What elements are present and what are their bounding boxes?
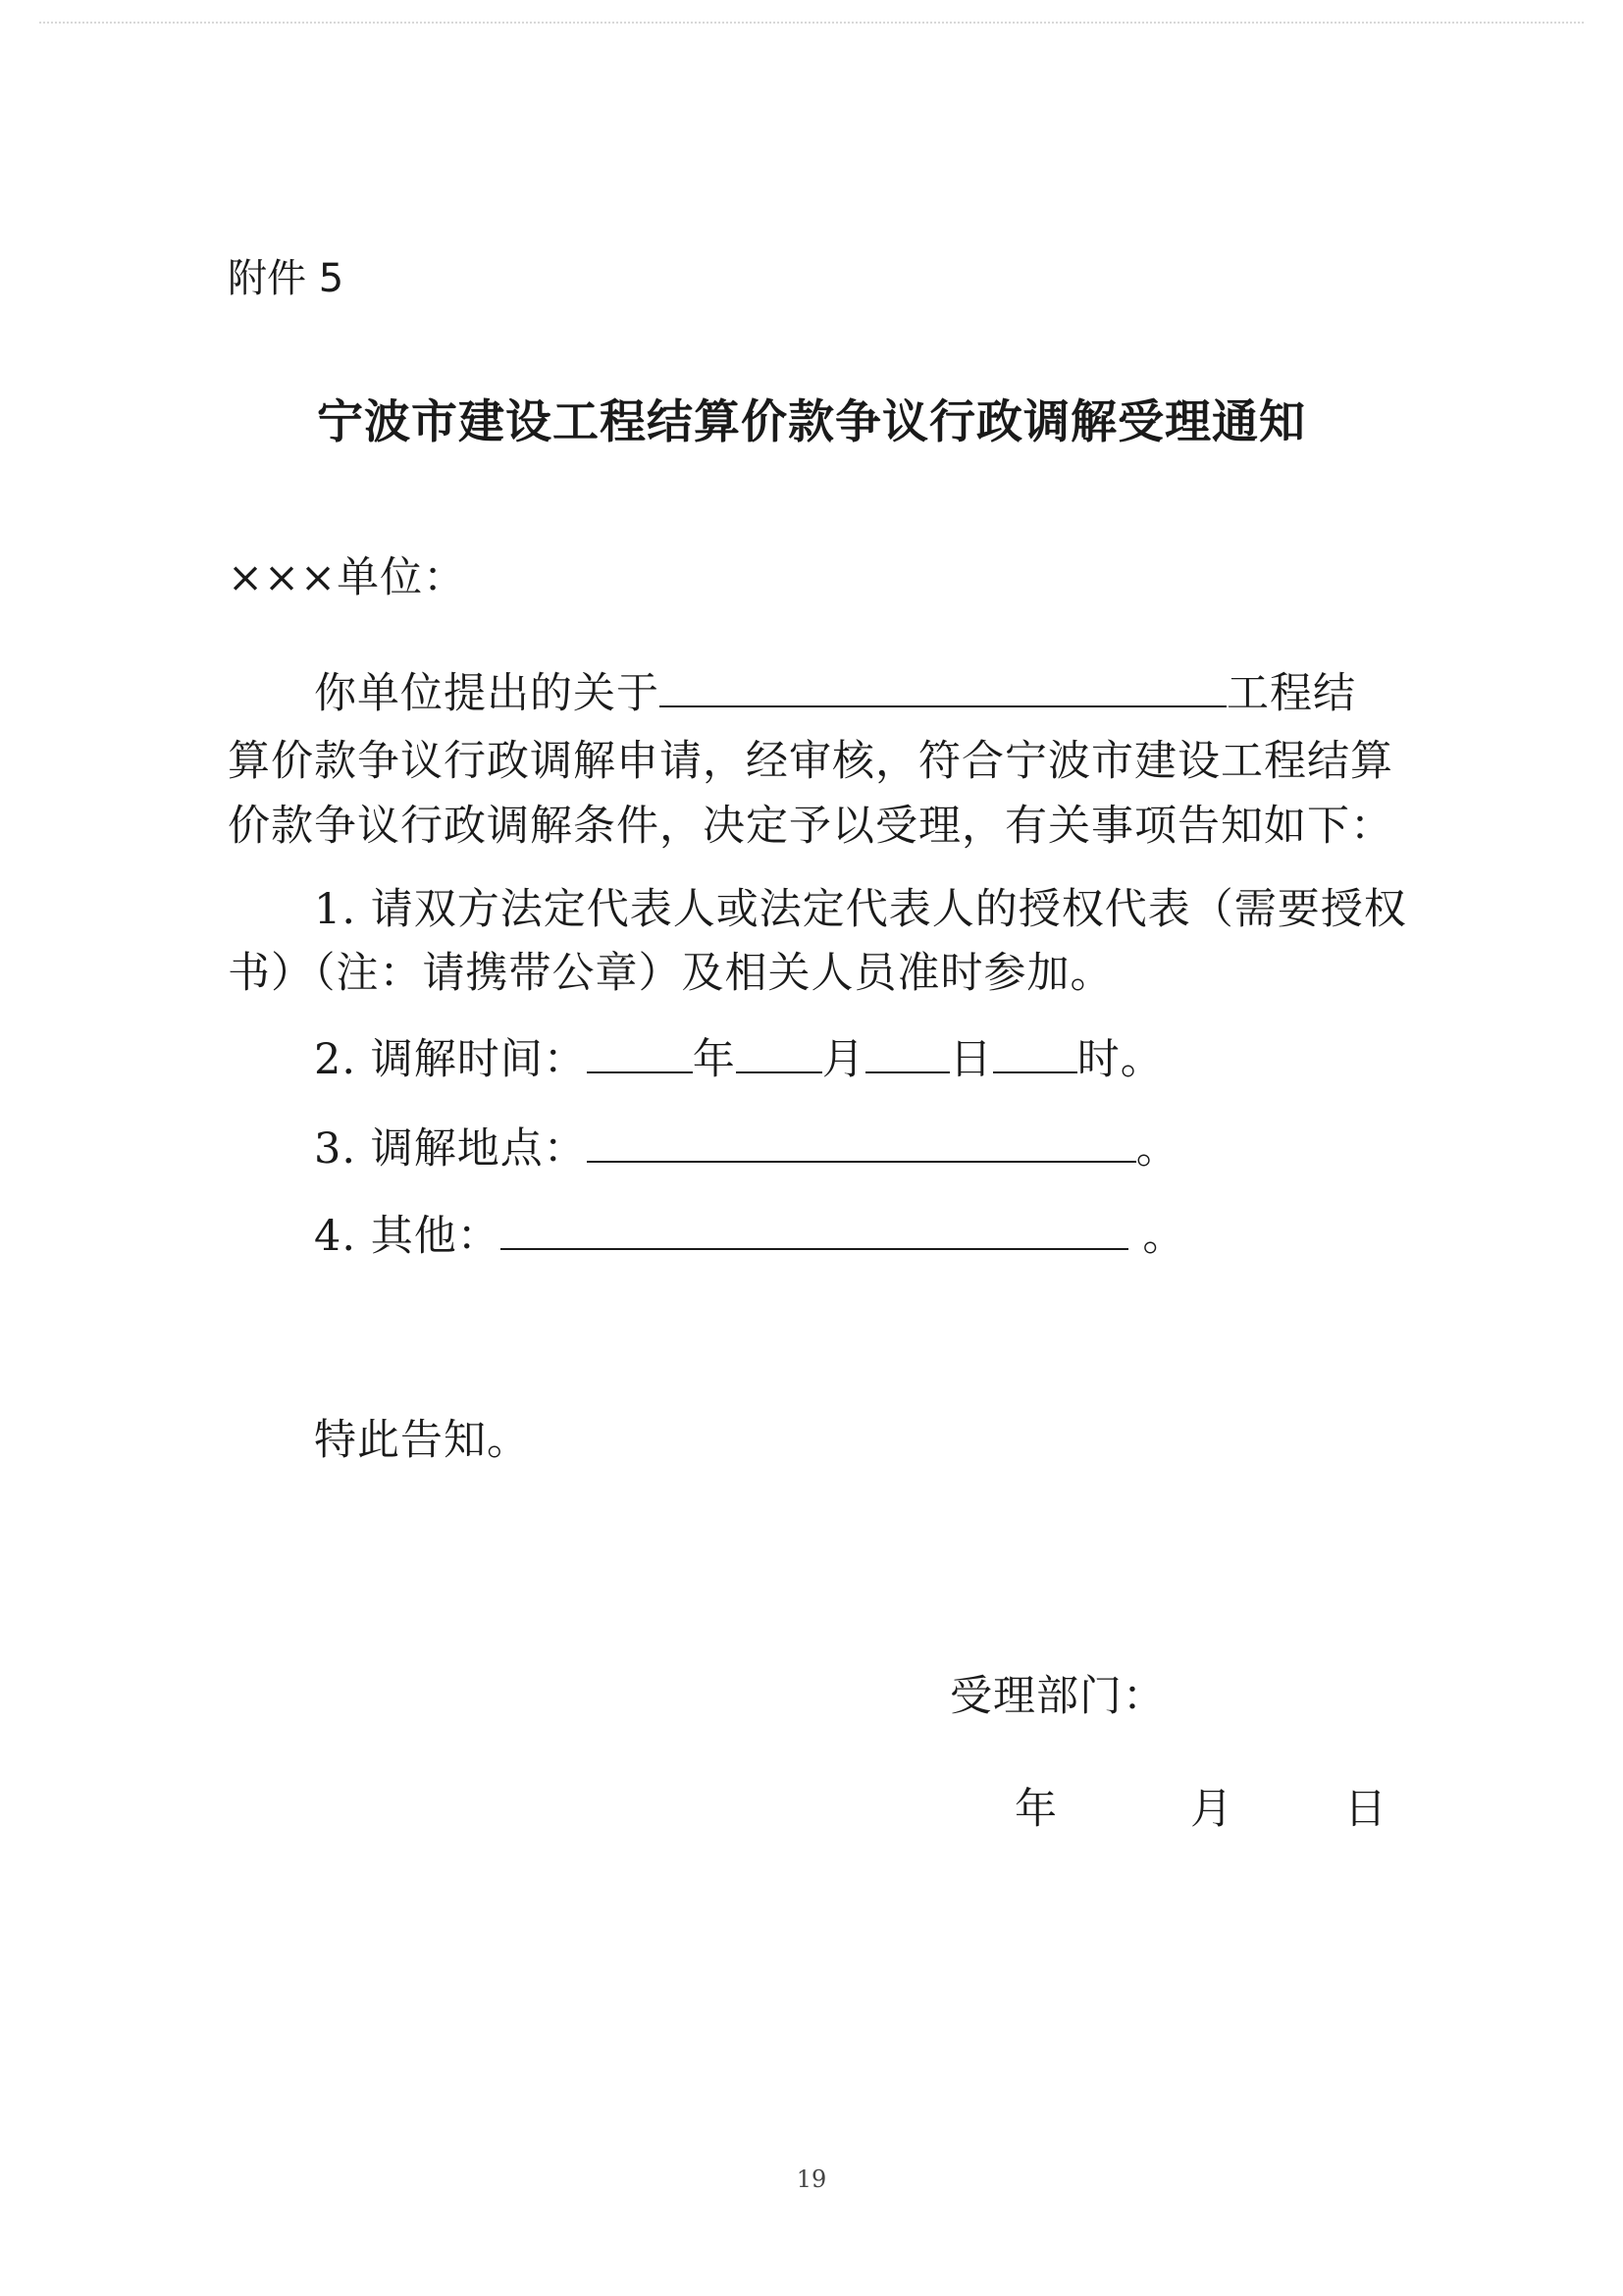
item1-line1: 1. 请双方法定代表人或法定代表人的授权代表（需要授权 xyxy=(314,885,1407,934)
other-blank xyxy=(500,1205,1128,1250)
closing-text: 特此告知。 xyxy=(314,1416,530,1465)
place-blank xyxy=(587,1118,1136,1163)
item1-line2: 书）（注：请携带公章）及相关人员准时参加。 xyxy=(228,949,1114,998)
item3-end: 。 xyxy=(1135,1124,1179,1174)
signature-month: 月 xyxy=(1190,1785,1233,1834)
document-title: 宁波市建设工程结算价款争议行政调解受理通知 xyxy=(317,395,1306,449)
signature-year: 年 xyxy=(1015,1785,1058,1834)
paragraph1-line3: 价款争议行政调解条件，决定予以受理，有关事项告知如下： xyxy=(228,802,1393,851)
month-blank xyxy=(736,1028,822,1073)
item4-other xyxy=(314,1203,1185,1263)
paragraph1-line1 xyxy=(314,660,1356,720)
paragraph1-line2: 算价款争议行政调解申请，经审核，符合宁波市建设工程结算 xyxy=(228,737,1393,786)
year-blank xyxy=(587,1028,693,1073)
project-name-blank xyxy=(659,662,1227,707)
item2-mediation-time xyxy=(314,1026,1164,1086)
paragraph1-line1-start: 你单位提出的关于 xyxy=(314,669,659,718)
item3-label: 3. 调解地点： xyxy=(314,1124,587,1174)
paragraph1-line1-end: 工程结 xyxy=(1227,669,1356,718)
item3-mediation-place xyxy=(314,1116,1179,1175)
addressee: ×××单位： xyxy=(228,553,467,602)
item2-year: 年 xyxy=(692,1035,736,1084)
item2-month: 月 xyxy=(821,1035,865,1084)
day-blank xyxy=(865,1028,950,1073)
department-label: 受理部门： xyxy=(950,1672,1166,1721)
attachment-label: 附件 5 xyxy=(228,256,344,301)
item4-label: 4. 其他： xyxy=(314,1212,500,1261)
hour-blank xyxy=(993,1028,1077,1073)
item4-end: 。 xyxy=(1127,1212,1186,1261)
item2-label: 2. 调解时间： xyxy=(314,1035,587,1084)
scan-edge-rule xyxy=(39,22,1584,24)
item2-day: 日 xyxy=(949,1035,993,1084)
page-number: 19 xyxy=(796,2166,827,2193)
signature-day: 日 xyxy=(1344,1785,1387,1834)
item2-hour: 时。 xyxy=(1076,1035,1164,1084)
